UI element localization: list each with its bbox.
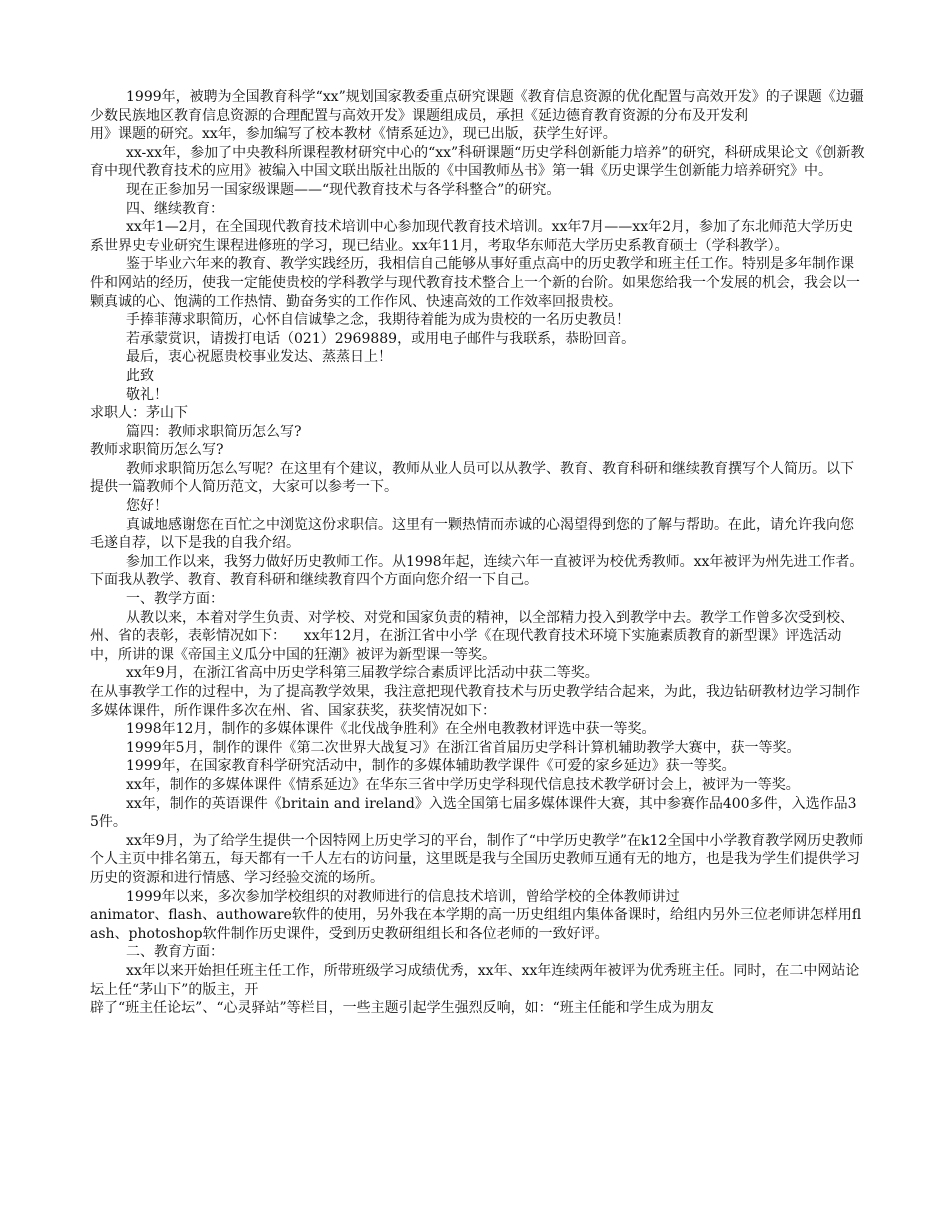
signature-line: 求职人：茅山下 [90, 405, 188, 422]
paragraph: 1999年，被聘为全国教育科学“xx”规划国家教委重点研究课题《教育信息资源的优化配置与高效开发》的子课题《边疆少数民族地区教育信息资源的合理配置与高效开发》课题组成员，承担《延边德育教育资源的分布及开发利 [90, 89, 864, 124]
paragraph: 从教以来，本着对学生负责、对学校、对党和国家负责的精神，以全部精力投入到教学中去。教学工作曾多次受到校、州、省的表彰，表彰情况如下： xx年12月，在浙江省中小学《在现代教育技术环境下实施素质教育的新型课》评选活动中，所讲的课《帝国主义瓜分中国的狂潮》被评为新型课一等奖。 [90, 609, 854, 663]
paragraph: xx年1—2月，在全国现代教育技术培训中心参加现代教育技术培训。xx年7月——xx年2月，参加了东北师范大学历史系世界史专业研究生课程进修班的学习，现已结业。xx年11月，考取华东师范大学历史系教育硕士（学科教学）。 [90, 219, 853, 254]
paragraph: 真诚地感谢您在百忙之中浏览这份求职信。这里有一颗热情而赤诚的心渴望得到您的了解与帮助。在此，请允许我向您毛遂自荐，以下是我的自我介绍。 [90, 516, 854, 552]
paragraph: 最后，衷心祝愿贵校事业发达、蒸蒸日上！ [126, 349, 392, 366]
section-heading: 一、教学方面： [126, 591, 224, 608]
paragraph: xx年，制作的英语课件《britain and ireland》入选全国第七届多媒体课件大赛，其中参赛作品400多件，入选作品35件。 [90, 795, 857, 831]
closing-line: 此致 [126, 367, 154, 384]
paragraph: 参加工作以来，我努力做好历史教师工作。从1998年起，连续六年一直被评为校优秀教师。xx年被评为州先进工作者。下面我从教学、教育、教育科研和继续教育四个方面向您介绍一下自己。 [90, 553, 864, 589]
paragraph: 1999年以来，多次参加学校组织的对教师进行的信息技术培训，曾给学校的全体教师讲过 [126, 888, 680, 905]
paragraph: 1999年5月，制作的课件《第二次世界大战复习》在浙江省首届历史学科计算机辅助教学大赛中，获一等奖。 [126, 739, 801, 756]
section-title: 篇四：教师求职简历怎么写? [126, 423, 302, 440]
greeting: 您好！ [126, 498, 168, 515]
paragraph: 1998年12月，制作的多媒体课件《北伐战争胜利》在全州电教教材评选中获一等奖。 [126, 721, 656, 738]
paragraph: 若承蒙赏识，请拨打电话（021）2969889，或用电子邮件与我联系，恭盼回音。 [126, 330, 636, 347]
paragraph: 鉴于毕业六年来的教育、教学实践经历，我相信自己能够从事好重点高中的历史教学和班主任工作。特别是多年制作课件和网站的经历，使我一定能使贵校的学科教学与现代教育技术整合上一个新的台阶。如果您给我一个发展的机会，我会以一颗真诚的心、饱满的工作热情、勤奋务实的工作作风、快速高效的工作效率回报贵校。 [90, 256, 860, 310]
paragraph: xx年9月，在浙江省高中历史学科第三届教学综合素质评比活动中获二等奖。 [126, 665, 599, 682]
paragraph: xx年9月，为了给学生提供一个因特网上历史学习的平台，制作了“中学历史教学”在k12全国中小学教育教学网历史教师个人主页中排名第五，每天都有一千人左右的访问量，这里既是我与全国历史教师互通有无的地方，也是我为学生们提供学习历史的资源和进行情感、学习经验交流的场所。 [90, 832, 864, 886]
paragraph: 现在正参加另一国家级课题——“现代教育技术与各学科整合”的研究。 [126, 181, 561, 198]
document-page [90, 88, 865, 1018]
closing-line: 敬礼！ [126, 386, 168, 403]
section-heading: 四、继续教育： [126, 200, 224, 217]
paragraph: xx年，制作的多媒体课件《情系延边》在华东三省中学历史学科现代信息技术教学研讨会上，被评为一等奖。 [126, 776, 800, 793]
paragraph: 手捧菲薄求职简历，心怀自信诚挚之念，我期待着能为成为贵校的一名历史教员！ [126, 312, 630, 329]
paragraph: 1999年，在国家教育科学研究活动中，制作的多媒体辅助教学课件《可爱的家乡延边》获一等奖。 [126, 758, 736, 775]
section-heading: 二、教育方面： [126, 944, 224, 961]
paragraph: 用》课题的研究。xx年，参加编写了校本教材《情系延边》，现已出版，获学生好评。 [90, 126, 617, 143]
paragraph: animator、flash、authoware软件的使用，另外我在本学期的高一历史组组内集体备课时，给组内另外三位老师讲怎样用flash、photoshop软件制作历史课件，受到历史教研组组长和各位老师的一致好评。 [90, 907, 862, 942]
paragraph: xx年以来开始担任班主任工作，所带班级学习成绩优秀，xx年、xx年连续两年被评为优秀班主任。同时，在二中网站论坛上任“茅山下”的版主，开 [90, 962, 860, 998]
paragraph: 辟了“班主任论坛”、“心灵驿站”等栏目，一些主题引起学生强烈反响，如：“班主任能和学生成为朋友 [90, 1000, 714, 1017]
paragraph: 教师求职简历怎么写呢？在这里有个建议，教师从业人员可以从教学、教育、教育科研和继续教育撰写个人简历。以下提供一篇教师个人简历范文，大家可以参考一下。 [90, 460, 854, 496]
paragraph: xx-xx年，参加了中央教科所课程教材研究中心的“xx”科研课题“历史学科创新能力培养”的研究，科研成果论文《创新教育中现代教育技术的应用》被编入中国文联出版社出版的《中国教师丛书》第一辑《历史课学生创新能力培养研究》中。 [90, 144, 865, 180]
section-title: 教师求职简历怎么写? [90, 442, 224, 459]
paragraph: 在从事教学工作的过程中，为了提高教学效果，我注意把现代教育技术与历史教学结合起来，为此，我边钻研教材边学习制作多媒体课件，所作课件多次在州、省、国家获奖，获奖情况如下： [90, 684, 860, 719]
